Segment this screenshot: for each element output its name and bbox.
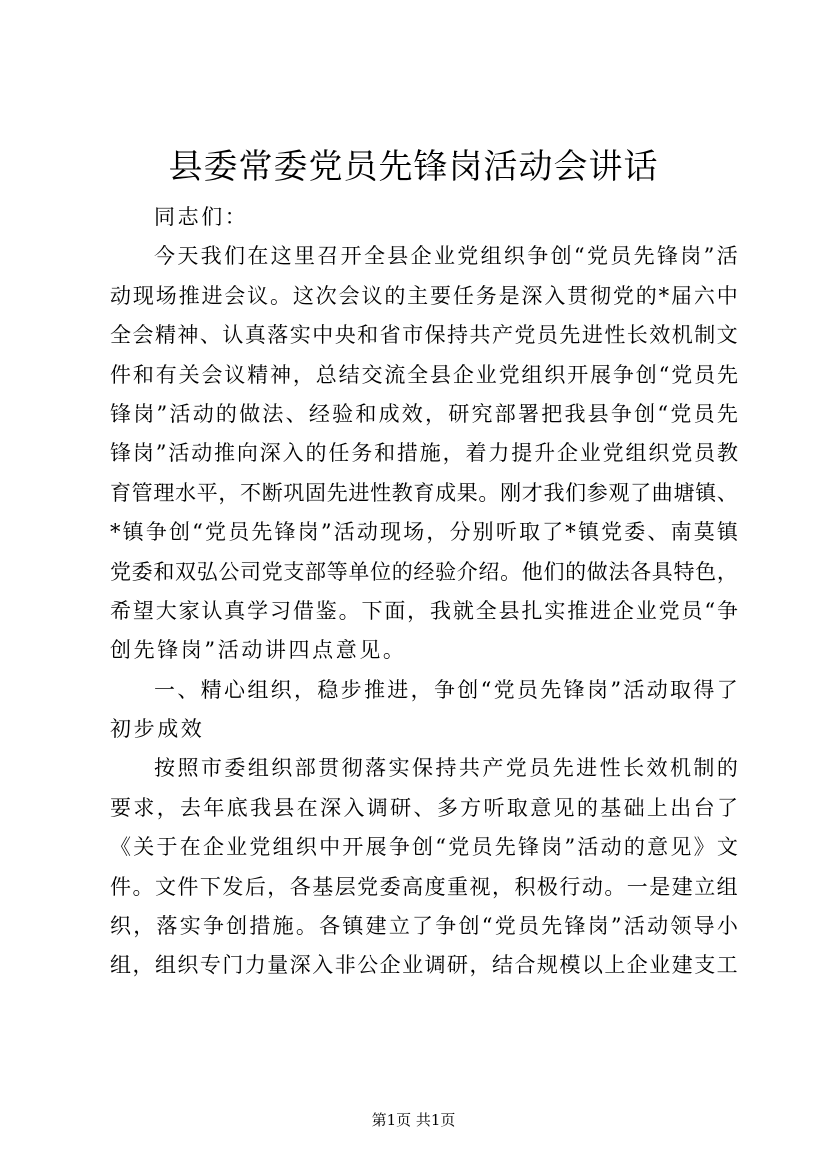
text-line: 按 照 市 委 组 织 部 贯 彻 落 实 保 持 共 产 党 员 先 进 性 长 效 机 制 的: [154, 756, 738, 781]
text-line: 创先锋岗”活动讲四点意见。: [110, 638, 407, 663]
text-line: 件 和 有 关 会 议 精 神 ， 总 结 交 流 全 县 企 业 党 组 织 开 展 争 创 “ 党 员 先: [110, 362, 738, 387]
text-line: 锋 岗 ” 活 动 推 向 深 入 的 任 务 和 措 施 ， 着 力 提 升 企 业 党 组 织 党 员 教: [110, 441, 738, 466]
text-line: 希 望 大 家 认 真 学 习 借 鉴 。 下 面 ， 我 就 全 县 扎 实 推 进 企 业 党 员 “ 争: [110, 598, 738, 623]
page-footer: 第1页 共1页: [371, 1111, 456, 1129]
text-line: 组 ， 组 织 专 门 力 量 深 入 非 公 企 业 调 研 ， 结 合 规 模 以 上 企 业 建 支 工: [110, 953, 738, 978]
text-line: 党 委 和 双 弘 公 司 党 支 部 等 单 位 的 经 验 介 绍 。 他 们 的 做 法 各 具 特 色 ，: [110, 559, 738, 584]
text-line: 全 会 精 神 、 认 真 落 实 中 央 和 省 市 保 持 共 产 党 员 先 进 性 长 效 机 制 文: [110, 323, 738, 348]
text-line: 育 管 理 水 平 ， 不 断 巩 固 先 进 性 教 育 成 果 。 刚 才 我 们 参 观 了 曲 塘 镇 、: [110, 480, 738, 505]
text-line: 同志们：: [154, 205, 249, 229]
text-line: 要 求 ， 去 年 底 我 县 在 深 入 调 研 、 多 方 听 取 意 见 的 基 础 上 出 台 了: [110, 795, 738, 820]
document-title: 县委常委党员先锋岗活动会讲话: [168, 147, 659, 187]
text-line: 动 现 场 推 进 会 议 。 这 次 会 议 的 主 要 任 务 是 深 入 贯 彻 党 的 * 届 六 中: [110, 283, 738, 308]
text-line: 《 关 于 在 企 业 党 组 织 中 开 展 争 创 “ 党 员 先 锋 岗 ” 活 动 的 意 见 》 文: [110, 835, 738, 860]
document-body: [110, 198, 738, 986]
text-line: 织 ， 落 实 争 创 措 施 。 各 镇 建 立 了 争 创 “ 党 员 先 锋 岗 ” 活 动 领 导 小: [110, 914, 738, 939]
text-line: 初步成效: [110, 717, 205, 742]
text-line: 今 天 我 们 在 这 里 召 开 全 县 企 业 党 组 织 争 创 “ 党 员 先 锋 岗 ” 活: [154, 244, 738, 269]
text-line: 锋 岗 ” 活 动 的 做 法 、 经 验 和 成 效 ， 研 究 部 署 把 我 县 争 创 “ 党 员 先: [110, 401, 738, 426]
text-line: * 镇 争 创 “ 党 员 先 锋 岗 ” 活 动 现 场 ， 分 别 听 取 了 * 镇 党 委 、 南 莫 镇: [110, 520, 738, 545]
text-line: 一 、 精 心 组 织 ， 稳 步 推 进 ， 争 创 “ 党 员 先 锋 岗 ” 活 动 取 得 了: [154, 677, 738, 702]
text-line: 件 。 文 件 下 发 后 ， 各 基 层 党 委 高 度 重 视 ， 积 极 行 动 。 一 是 建 立 组: [110, 874, 738, 899]
